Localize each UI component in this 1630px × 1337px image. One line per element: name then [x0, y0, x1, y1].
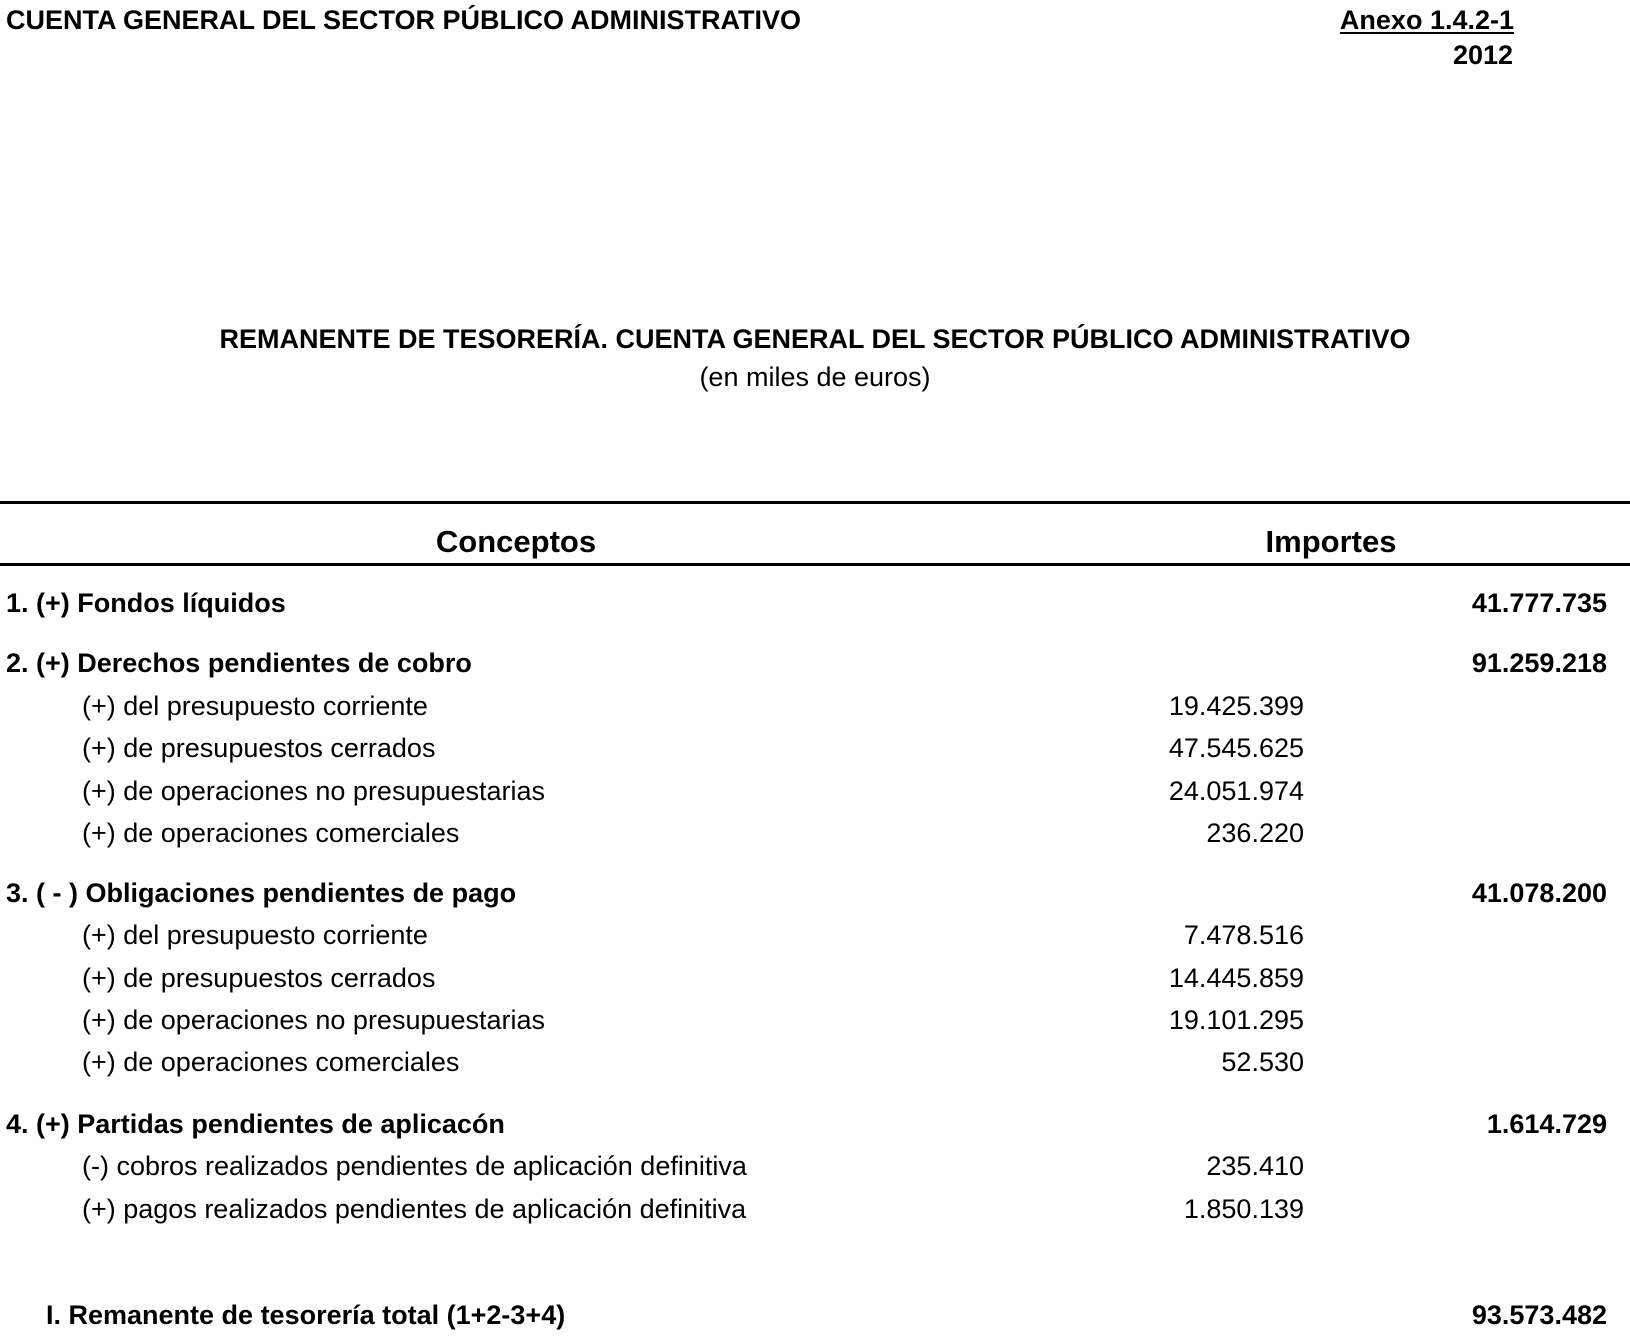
table-row-obligaciones-pendientes	[0, 873, 1630, 913]
table-row	[0, 686, 1630, 726]
row-label: (+) del presupuesto corriente	[82, 691, 428, 721]
row-value: 1.850.139	[1183, 1194, 1304, 1224]
row-label: (+) pagos realizados pendientes de aplicación definitiva	[82, 1194, 747, 1224]
row-value: 24.051.974	[1168, 776, 1304, 806]
row-label: (+) de presupuestos cerrados	[82, 733, 436, 763]
column-header-concepts: Conceptos	[435, 524, 597, 559]
table-row	[0, 1146, 1630, 1186]
row-total: 1.614.729	[1486, 1109, 1607, 1139]
row-label: (+) de operaciones no presupuestarias	[82, 776, 546, 806]
row-label: (+) de operaciones comerciales	[82, 1047, 460, 1077]
table-row	[0, 728, 1630, 768]
row-label: 2. (+) Derechos pendientes de cobro	[6, 648, 472, 678]
row-label: 3. ( - ) Obligaciones pendientes de pago	[6, 878, 517, 908]
fiscal-year: 2012	[1452, 40, 1514, 70]
table-row-derechos-pendientes	[0, 643, 1630, 683]
row-total: 41.078.200	[1471, 878, 1607, 908]
row-value: 236.220	[1206, 818, 1304, 848]
document-title: REMANENTE DE TESORERÍA. CUENTA GENERAL DEL SECTOR PÚBLICO ADMINISTRATIVO	[219, 324, 1411, 354]
row-label: 4. (+) Partidas pendientes de aplicacón	[6, 1109, 505, 1139]
table-row-partidas-pendientes	[0, 1104, 1630, 1144]
row-value: 47.545.625	[1168, 733, 1304, 763]
annex-reference: Anexo 1.4.2-1	[1339, 5, 1514, 35]
table-row	[0, 915, 1630, 955]
grand-total-label: I. Remanente de tesorería total (1+2-3+4)	[46, 1300, 566, 1330]
row-value: 19.101.295	[1168, 1005, 1304, 1035]
column-header-amounts: Importes	[1265, 524, 1397, 559]
table-row-fondos-liquidos	[0, 583, 1630, 623]
row-total: 91.259.218	[1471, 648, 1607, 678]
entity-header: CUENTA GENERAL DEL SECTOR PÚBLICO ADMINISTRATIVO	[6, 5, 802, 35]
table-row	[0, 1042, 1630, 1082]
table-header-rule	[0, 563, 1630, 566]
row-label: (-) cobros realizados pendientes de aplicación definitiva	[82, 1151, 747, 1181]
grand-total-value: 93.573.482	[1471, 1300, 1607, 1330]
row-value: 52.530	[1221, 1047, 1304, 1077]
row-value: 235.410	[1206, 1151, 1304, 1181]
row-label: 1. (+) Fondos líquidos	[6, 588, 286, 618]
row-total: 41.777.735	[1471, 588, 1607, 618]
document-subtitle: (en miles de euros)	[699, 362, 931, 392]
row-value: 14.445.859	[1168, 963, 1304, 993]
row-value: 19.425.399	[1168, 691, 1304, 721]
row-value: 7.478.516	[1183, 920, 1304, 950]
row-label: (+) de operaciones comerciales	[82, 818, 460, 848]
row-label: (+) de presupuestos cerrados	[82, 963, 436, 993]
table-row-remanente-total	[0, 1295, 1630, 1335]
row-label: (+) de operaciones no presupuestarias	[82, 1005, 546, 1035]
table-row	[0, 1189, 1630, 1229]
row-label: (+) del presupuesto corriente	[82, 920, 428, 950]
table-row	[0, 958, 1630, 998]
table-top-rule	[0, 501, 1630, 504]
table-row	[0, 813, 1630, 853]
table-row	[0, 1000, 1630, 1040]
table-row	[0, 771, 1630, 811]
